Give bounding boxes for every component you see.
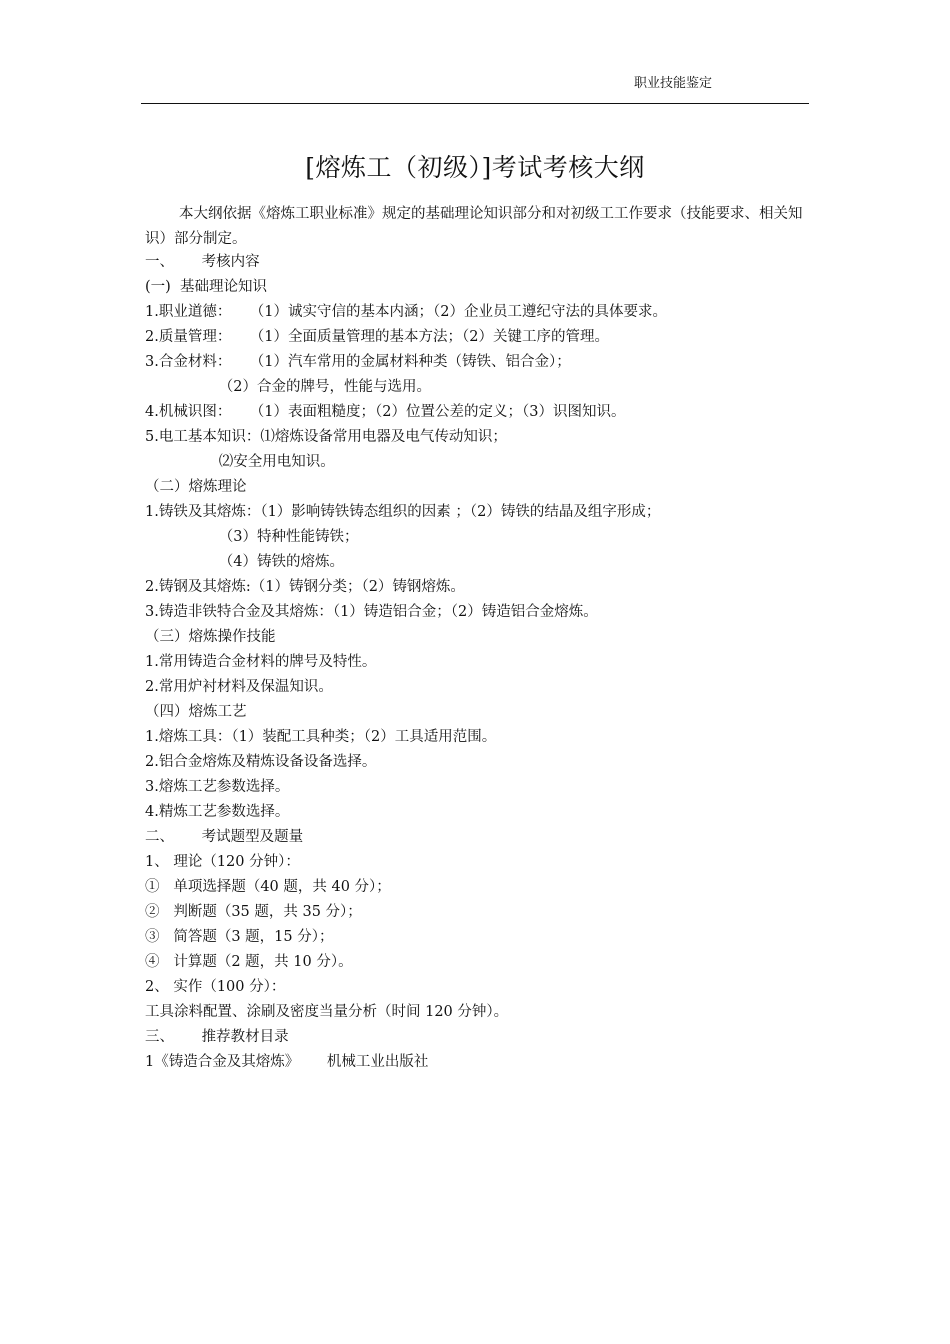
intro-paragraph [145, 202, 810, 252]
list-item: 1.熔炼工具：（1）装配工具种类；（2）工具适用范围。 [145, 729, 497, 745]
list-item: ① 单项选择题（40 题，共 40 分）； [145, 879, 391, 895]
list-item: 2.质量管理： （1）全面质量管理的基本方法；（2）关键工序的管理。 [145, 329, 609, 345]
header-divider [141, 103, 809, 104]
list-item: ③ 简答题（3 题，15 分）； [145, 929, 334, 945]
list-item: ⑵安全用电知识。 [145, 454, 335, 470]
list-item: 4.精炼工艺参数选择。 [145, 804, 290, 820]
section-heading: 一、 考核内容 [145, 254, 260, 270]
section-heading: 二、 考试题型及题量 [145, 829, 304, 845]
list-item: 2.常用炉衬材料及保温知识。 [145, 679, 333, 695]
list-item: 工具涂料配置、涂刷及密度当量分析（时间 120 分钟）。 [145, 1004, 509, 1020]
list-item: 3.合金材料： （1）汽车常用的金属材料种类（铸铁、铝合金）； [145, 354, 571, 370]
subsection-heading: (一) 基础理论知识 [145, 279, 268, 295]
subsection-heading: （二）熔炼理论 [145, 479, 247, 495]
intro-text: 本大纲依据《熔炼工职业标准》规定的基础理论知识部分和对初级工工作要求（技能要求、相关知识）部分制定。 [145, 206, 803, 247]
list-item: 1.职业道德： （1）诚实守信的基本内涵；（2）企业员工遵纪守法的具体要求。 [145, 304, 667, 320]
list-item: 2.铸钢及其熔炼:（1）铸钢分类；（2）铸钢熔炼。 [145, 579, 465, 595]
list-item: 4.机械识图： （1）表面粗糙度；（2）位置公差的定义；（3）识图知识。 [145, 404, 626, 420]
list-item: 2.铝合金熔炼及精炼设备设备选择。 [145, 754, 377, 770]
header-label: 职业技能鉴定 [634, 76, 713, 91]
subsection-heading: （四）熔炼工艺 [145, 704, 247, 720]
section-heading: 三、 推荐教材目录 [145, 1029, 289, 1045]
list-item: （3）特种性能铸铁； [145, 529, 359, 545]
list-item: （2）合金的牌号，性能与选用。 [145, 379, 431, 395]
list-item: 1、 理论（120 分钟）： [145, 854, 300, 870]
list-item: 3.熔炼工艺参数选择。 [145, 779, 290, 795]
list-item: 1.铸铁及其熔炼：（1）影响铸铁铸态组织的因素 ；（2）铸铁的结晶及组字形成； [145, 504, 661, 520]
list-item: 3.铸造非铁特合金及其熔炼：（1）铸造铝合金；（2）铸造铝合金熔炼。 [145, 604, 598, 620]
list-item: 2、 实作（100 分）： [145, 979, 286, 995]
list-item: 1.常用铸造合金材料的牌号及特性。 [145, 654, 377, 670]
subsection-heading: （三）熔炼操作技能 [145, 629, 276, 645]
list-item: 5.电工基本知识：⑴熔炼设备常用电器及电气传动知识； [145, 429, 507, 445]
document-title: [熔炼工（初级）]考试考核大纲 [305, 153, 645, 182]
list-item: ② 判断题（35 题，共 35 分）； [145, 904, 362, 920]
list-item: 1《铸造合金及其熔炼》 机械工业出版社 [145, 1054, 429, 1070]
list-item: （4）铸铁的熔炼。 [145, 554, 344, 570]
list-item: ④ 计算题（2 题，共 10 分）。 [145, 954, 353, 970]
